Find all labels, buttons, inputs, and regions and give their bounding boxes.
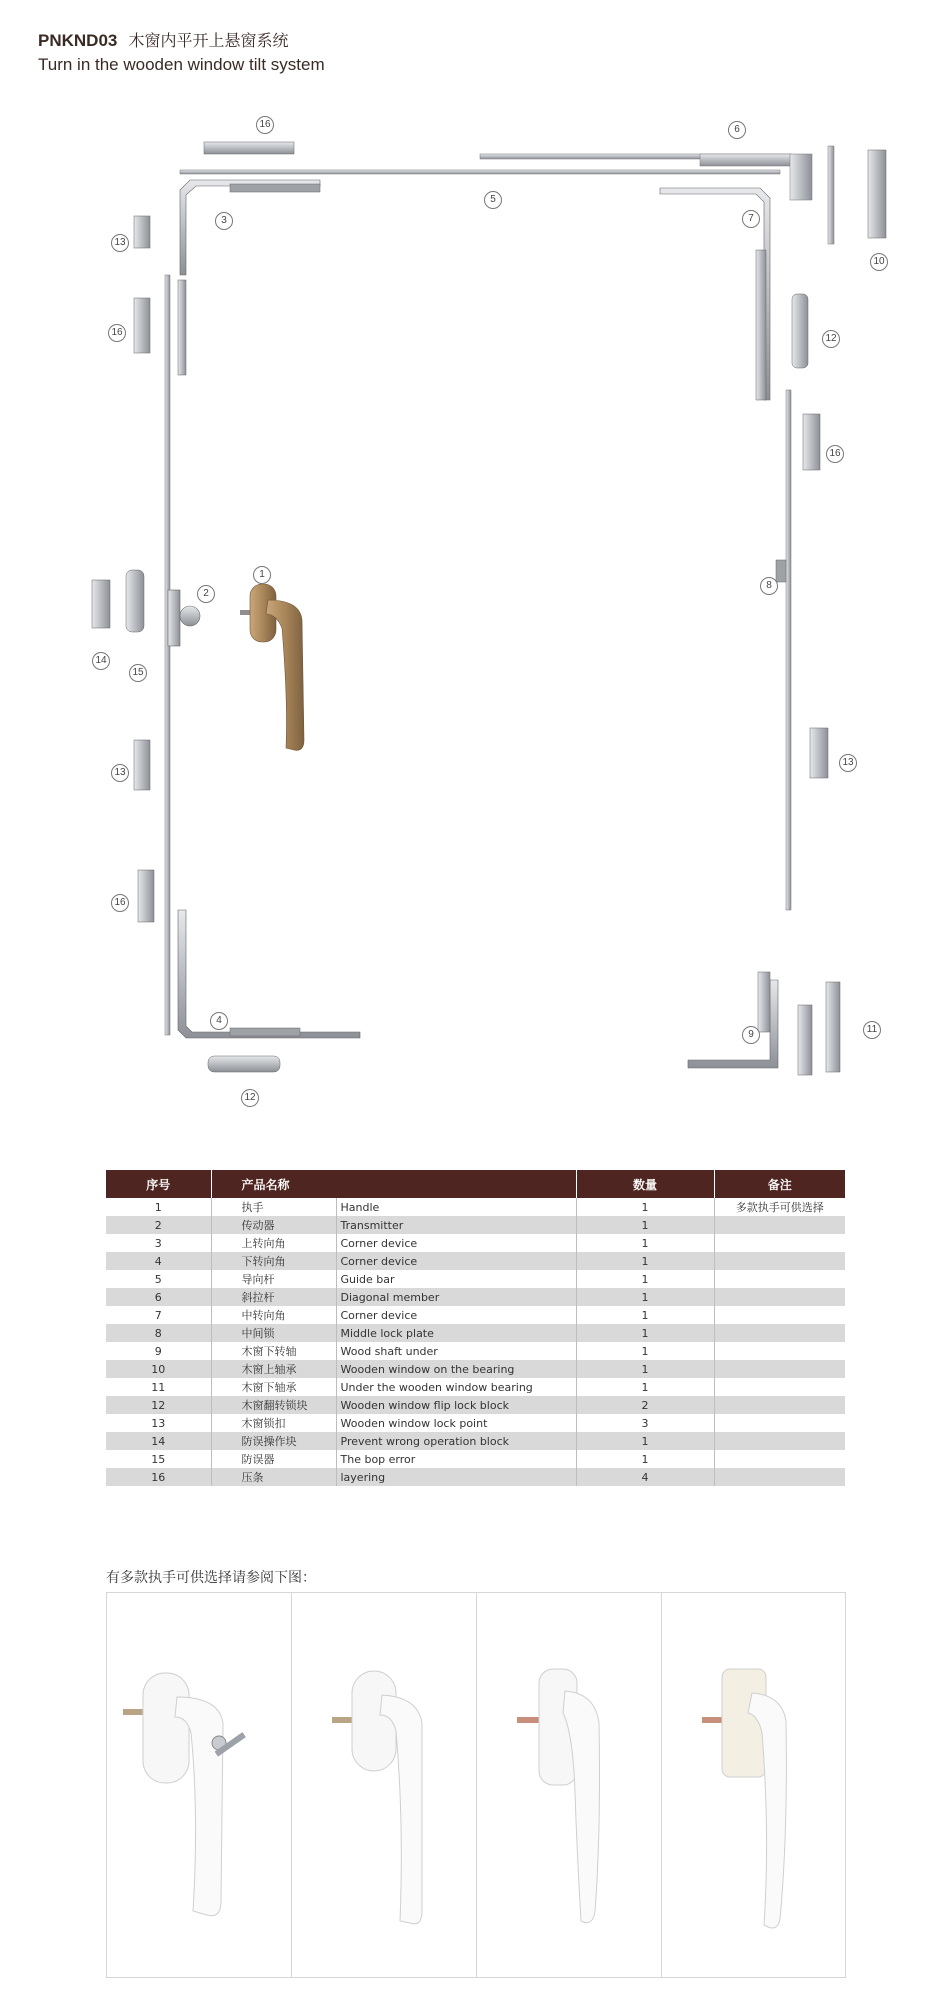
cell-no: 1 xyxy=(106,1198,211,1216)
callout-16-right: 16 xyxy=(826,445,844,463)
cell-no: 10 xyxy=(106,1360,211,1378)
cell-no: 7 xyxy=(106,1306,211,1324)
callout-15: 15 xyxy=(129,664,147,682)
cell-qty: 1 xyxy=(576,1288,714,1306)
cell-remark: 多款执手可供选择 xyxy=(735,1201,824,1214)
table-row xyxy=(106,1342,845,1360)
cell-remark xyxy=(714,1324,845,1342)
callout-10: 10 xyxy=(870,253,888,271)
layering-top xyxy=(204,142,294,154)
bop-error xyxy=(126,570,144,632)
table-row xyxy=(106,1414,845,1432)
cell-qty: 1 xyxy=(576,1450,714,1468)
parts-table xyxy=(106,1170,845,1486)
cell-remark xyxy=(714,1360,845,1378)
transmitter xyxy=(168,590,180,646)
hardware-drawing xyxy=(0,100,948,1120)
cell-qty: 1 xyxy=(576,1198,714,1216)
callout-13-upper-left: 13 xyxy=(111,234,129,252)
cell-no: 15 xyxy=(106,1450,211,1468)
callout-16-left-lower: 16 xyxy=(111,894,129,912)
callout-12-bottom: 12 xyxy=(241,1089,259,1107)
guide-bar xyxy=(180,170,780,174)
cell-en: Diagonal member xyxy=(336,1288,576,1306)
wood-shaft-plate xyxy=(758,972,770,1032)
cell-qty: 1 xyxy=(576,1270,714,1288)
cell-qty: 1 xyxy=(576,1252,714,1270)
cell-en: Corner device xyxy=(336,1252,576,1270)
header-remark: 备注 xyxy=(714,1170,845,1198)
cell-qty: 2 xyxy=(576,1396,714,1414)
lock-point-upper-left xyxy=(134,216,150,248)
callout-16-left-upper: 16 xyxy=(108,324,126,342)
cell-qty: 1 xyxy=(576,1324,714,1342)
left-upper-rod xyxy=(178,280,186,375)
lock-point-lower-left xyxy=(134,740,150,790)
table-row xyxy=(106,1270,845,1288)
table-row xyxy=(106,1468,845,1486)
table-row xyxy=(106,1234,845,1252)
parts-table-header xyxy=(106,1170,845,1198)
corner-device-bottom xyxy=(178,910,360,1038)
cell-remark xyxy=(714,1216,845,1234)
product-code: PNKND03 xyxy=(38,31,118,50)
cell-no: 14 xyxy=(106,1432,211,1450)
cell-en: Prevent wrong operation block xyxy=(336,1432,576,1450)
cell-cn: 下转向角 xyxy=(211,1252,336,1270)
table-row xyxy=(106,1432,845,1450)
cell-remark xyxy=(714,1450,845,1468)
cell-en: Middle lock plate xyxy=(336,1324,576,1342)
middle-lock-plate xyxy=(776,560,786,582)
callout-16-top: 16 xyxy=(256,116,274,134)
table-row xyxy=(106,1396,845,1414)
callout-2: 2 xyxy=(197,585,215,603)
wood-shaft-bracket xyxy=(798,1005,812,1075)
left-vertical-bar xyxy=(165,275,170,1035)
cell-cn: 木窗上轴承 xyxy=(211,1360,336,1378)
cell-remark xyxy=(714,1414,845,1432)
right-upper-rod xyxy=(756,250,766,400)
cell-no: 16 xyxy=(106,1468,211,1486)
layering-left-upper xyxy=(134,298,150,353)
handle-options-label: 有多款执手可供选择请参阅下图： xyxy=(106,1570,316,1586)
callout-12-right: 12 xyxy=(822,330,840,348)
handle-option-4 xyxy=(662,1593,846,1977)
cell-qty: 1 xyxy=(576,1306,714,1324)
table-row xyxy=(106,1252,845,1270)
lower-bearing xyxy=(826,982,840,1072)
exploded-diagram xyxy=(0,100,948,1120)
cell-remark xyxy=(714,1288,845,1306)
cell-cn: 斜拉杆 xyxy=(211,1288,336,1306)
transmitter-gear xyxy=(180,606,200,626)
cell-en: Corner device xyxy=(336,1306,576,1324)
cell-no: 4 xyxy=(106,1252,211,1270)
table-row xyxy=(106,1324,845,1342)
cell-no: 5 xyxy=(106,1270,211,1288)
cell-no: 12 xyxy=(106,1396,211,1414)
upper-bearing-pin xyxy=(828,146,834,244)
header-name: 产品名称 xyxy=(211,1170,576,1198)
cell-cn: 压条 xyxy=(211,1468,336,1486)
cell-no: 8 xyxy=(106,1324,211,1342)
cell-no: 13 xyxy=(106,1414,211,1432)
cell-remark xyxy=(714,1234,845,1252)
handle-with-key-image xyxy=(107,1593,291,1977)
cell-qty: 1 xyxy=(576,1342,714,1360)
cell-remark xyxy=(714,1432,845,1450)
cell-en: layering xyxy=(336,1468,576,1486)
cell-cn: 木窗锁扣 xyxy=(211,1414,336,1432)
cell-no: 11 xyxy=(106,1378,211,1396)
cell-remark xyxy=(714,1378,845,1396)
cell-remark xyxy=(714,1342,845,1360)
cell-en: Guide bar xyxy=(336,1270,576,1288)
cell-remark xyxy=(714,1270,845,1288)
cell-en: The bop error xyxy=(336,1450,576,1468)
cell-cn: 防误操作块 xyxy=(211,1432,336,1450)
layering-left-lower xyxy=(138,870,154,922)
cell-en: Wooden window flip lock block xyxy=(336,1396,576,1414)
layering-right xyxy=(803,414,820,470)
cell-qty: 1 xyxy=(576,1234,714,1252)
table-row xyxy=(106,1288,845,1306)
callout-13-lower-left: 13 xyxy=(111,764,129,782)
table-row xyxy=(106,1216,845,1234)
cell-cn: 木窗翻转锁块 xyxy=(211,1396,336,1414)
callout-5: 5 xyxy=(484,191,502,209)
diagonal-member-head xyxy=(700,154,792,166)
cell-no: 2 xyxy=(106,1216,211,1234)
callout-7: 7 xyxy=(742,210,760,228)
cell-en: Corner device xyxy=(336,1234,576,1252)
right-vertical-bar xyxy=(786,390,791,910)
handle-classic-image xyxy=(292,1593,476,1977)
title-chinese: 木窗内平开上悬窗系统 xyxy=(128,31,289,50)
table-row xyxy=(106,1450,845,1468)
flip-lock-block-right xyxy=(792,294,808,368)
title-block xyxy=(38,28,325,75)
cell-no: 6 xyxy=(106,1288,211,1306)
handle-angular-image xyxy=(662,1593,846,1977)
cell-en: Wooden window on the bearing xyxy=(336,1360,576,1378)
cell-qty: 1 xyxy=(576,1216,714,1234)
prevent-wrong-operation-block xyxy=(92,580,110,628)
handle-option-2 xyxy=(292,1593,477,1977)
callout-9: 9 xyxy=(742,1026,760,1044)
cell-remark xyxy=(714,1252,845,1270)
upper-bearing xyxy=(868,150,886,238)
table-row xyxy=(106,1360,845,1378)
callout-8: 8 xyxy=(760,577,778,595)
callout-6: 6 xyxy=(728,121,746,139)
callout-11: 11 xyxy=(863,1021,881,1039)
header-qty: 数量 xyxy=(576,1170,714,1198)
lock-point-right xyxy=(810,728,828,778)
cell-en: Wood shaft under xyxy=(336,1342,576,1360)
cell-cn: 木窗下轴承 xyxy=(211,1378,336,1396)
corner-device-top-lock xyxy=(230,184,320,192)
handle-option-3 xyxy=(477,1593,662,1977)
cell-cn: 防误器 xyxy=(211,1450,336,1468)
table-row xyxy=(106,1198,845,1216)
cell-qty: 1 xyxy=(576,1378,714,1396)
cell-remark xyxy=(714,1468,845,1486)
cell-no: 3 xyxy=(106,1234,211,1252)
cell-cn: 木窗下转轴 xyxy=(211,1342,336,1360)
title-english: Turn in the wooden window tilt system xyxy=(38,55,325,74)
table-row xyxy=(106,1306,845,1324)
cell-en: Transmitter xyxy=(336,1216,576,1234)
callout-3: 3 xyxy=(215,212,233,230)
cell-en: Under the wooden window bearing xyxy=(336,1378,576,1396)
diagonal-member-bracket xyxy=(790,154,812,200)
handle-option-1 xyxy=(107,1593,292,1977)
handle-curved-image xyxy=(477,1593,661,1977)
corner-device-top xyxy=(180,180,320,275)
cell-qty: 1 xyxy=(576,1360,714,1378)
header-no: 序号 xyxy=(106,1170,211,1198)
parts-table-body xyxy=(106,1198,845,1486)
cell-no: 9 xyxy=(106,1342,211,1360)
cell-qty: 3 xyxy=(576,1414,714,1432)
cell-cn: 中转向角 xyxy=(211,1306,336,1324)
cell-cn: 执手 xyxy=(211,1198,336,1216)
callout-4: 4 xyxy=(210,1012,228,1030)
callout-13-right: 13 xyxy=(839,754,857,772)
cell-cn: 传动器 xyxy=(211,1216,336,1234)
cell-cn: 上转向角 xyxy=(211,1234,336,1252)
handle-options-gallery xyxy=(106,1592,846,1978)
table-row xyxy=(106,1378,845,1396)
cell-cn: 导向杆 xyxy=(211,1270,336,1288)
cell-qty: 4 xyxy=(576,1468,714,1486)
cell-qty: 1 xyxy=(576,1432,714,1450)
callout-14: 14 xyxy=(92,652,110,670)
callout-1: 1 xyxy=(253,566,271,584)
cell-remark xyxy=(714,1306,845,1324)
flip-lock-block-bottom xyxy=(208,1056,280,1072)
cell-remark xyxy=(714,1396,845,1414)
cell-en: Handle xyxy=(336,1198,576,1216)
corner-device-bottom-lock xyxy=(230,1028,300,1036)
cell-en: Wooden window lock point xyxy=(336,1414,576,1432)
cell-cn: 中间锁 xyxy=(211,1324,336,1342)
